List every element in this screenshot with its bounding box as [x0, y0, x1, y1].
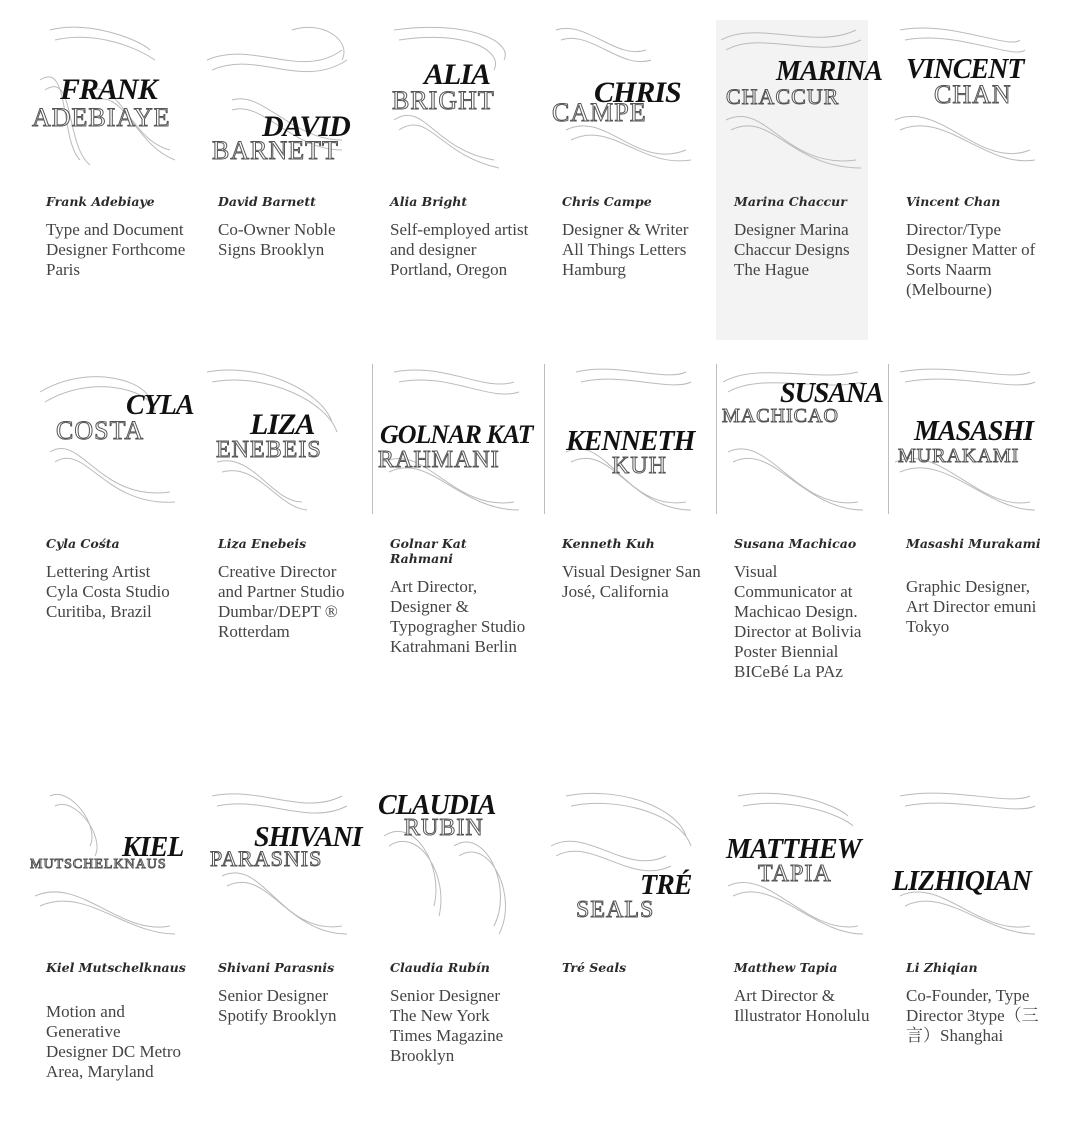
- speaker-description: Art Director & Illustrator Honolulu: [734, 986, 870, 1025]
- speaker-last-name: MURAKAMI: [898, 445, 1020, 467]
- speaker-last-name: RAHMANI: [378, 447, 500, 473]
- speaker-last-name: RUBIN: [404, 815, 484, 841]
- speaker-description: Director/Type Designer Matter of Sorts Naarm (Melbourne): [906, 220, 1036, 299]
- speaker-artwork: [890, 20, 1042, 170]
- speaker-description: Art Director, Designer & Typogragher Studio Katrahmani Berlin: [390, 577, 526, 656]
- speaker-name: Shivani Parasnis: [218, 960, 335, 975]
- speaker-first-name: TRÉ: [640, 870, 692, 901]
- speaker-first-name: FRANK: [60, 73, 157, 106]
- speaker-last-name: TAPIA: [758, 861, 832, 887]
- speaker-artwork: [202, 786, 362, 936]
- speaker-artwork: [718, 786, 870, 936]
- speaker-name: Masashi Murakami: [906, 536, 1041, 551]
- speaker-name: Golnar Kat Rahmani: [390, 536, 467, 566]
- speaker-name: Alia Bright: [390, 194, 468, 209]
- speaker-name: Susana Machicao: [734, 536, 857, 551]
- column-divider: [888, 364, 889, 514]
- speaker-first-name: CHRIS: [594, 76, 681, 109]
- speaker-name: Kiel Mutschelknaus: [46, 960, 186, 975]
- speaker-card-tre-seals[interactable]: [546, 786, 698, 1116]
- speaker-description: Co-Founder, Type Director 3type（三言）Shanghai: [906, 986, 1039, 1045]
- speaker-name: Vincent Chan: [906, 194, 1001, 209]
- speaker-description: Co-Owner Noble Signs Brooklyn: [218, 220, 336, 259]
- speaker-description: Designer & Writer All Things Letters Hamburg: [562, 220, 689, 279]
- speaker-last-name: CHAN: [934, 80, 1012, 109]
- speaker-first-name: KIEL: [122, 832, 184, 863]
- column-divider: [544, 364, 545, 514]
- speaker-artwork: [374, 20, 526, 170]
- speaker-name: Frank Adebiaye: [46, 194, 155, 209]
- speaker-description: Designer Marina Chaccur Designs The Hague: [734, 220, 850, 279]
- speaker-name: Tré Seals: [562, 960, 627, 975]
- speaker-description: Visual Communicator at Machicao Design. Director at Bolivia Poster Biennial BICeBé La PAz: [734, 562, 862, 681]
- speaker-name: Kenneth Kuh: [562, 536, 655, 551]
- speaker-description: Motion and Generative Designer DC Metro Area, Maryland: [46, 1002, 182, 1081]
- speaker-last-name: BARNETT: [212, 136, 339, 165]
- speaker-description: Senior Designer The New York Times Magazine Brooklyn: [390, 986, 504, 1065]
- speaker-artwork: [30, 362, 194, 512]
- speaker-first-name: MASASHI: [914, 416, 1034, 447]
- speaker-card-cyla-costa[interactable]: [30, 362, 194, 782]
- speaker-artwork: [202, 362, 354, 512]
- speaker-card-matthew-tapia[interactable]: [718, 786, 870, 1116]
- speaker-name: Claudia Rubín: [390, 960, 490, 975]
- speaker-card-vincent-chan[interactable]: [890, 20, 1042, 340]
- speaker-card-alia-bright[interactable]: [374, 20, 529, 340]
- speaker-last-name: BRIGHT: [392, 86, 495, 115]
- speaker-first-name: CLAUDIA: [378, 790, 496, 821]
- speaker-first-name: ALIA: [424, 58, 491, 91]
- speaker-artwork: [546, 20, 698, 170]
- speaker-last-name: ENEBEIS: [216, 437, 322, 463]
- speaker-first-name: SHIVANI: [254, 822, 362, 853]
- speaker-description: Type and Document Designer Forthcome Paris: [46, 220, 186, 279]
- speaker-first-name: MARINA: [776, 56, 883, 87]
- speaker-card-marina-chaccur[interactable]: [716, 20, 883, 340]
- speaker-name: Matthew Tapia: [734, 960, 838, 975]
- speaker-first-name: KENNETH: [566, 426, 695, 457]
- speaker-first-name: MATTHEW: [726, 834, 861, 865]
- speaker-description: Visual Designer San José, California: [562, 562, 701, 601]
- speaker-first-name: LIZHIQIAN: [892, 866, 1031, 897]
- speaker-last-name: PARASNIS: [210, 846, 323, 871]
- speaker-card-kiel-mutschelknaus[interactable]: [30, 786, 186, 1116]
- speaker-artwork: [718, 362, 883, 512]
- speaker-card-chris-campe[interactable]: [546, 20, 698, 340]
- speaker-artwork: [30, 786, 182, 936]
- speaker-description: Creative Director and Partner Studio Dumbar/DEPT ® Rotterdam: [218, 562, 345, 641]
- speaker-name: Liza Enebeis: [218, 536, 307, 551]
- speaker-card-li-zhiqian[interactable]: [890, 786, 1042, 1116]
- speaker-first-name: VINCENT: [906, 54, 1024, 85]
- speaker-card-golnar-kat-rahmani[interactable]: [374, 362, 533, 782]
- speaker-card-claudia-rubin[interactable]: [374, 786, 526, 1116]
- speaker-last-name: CHACCUR: [726, 84, 840, 109]
- speaker-last-name: COSTA: [56, 416, 145, 445]
- speaker-last-name: KUH: [612, 453, 667, 479]
- speaker-artwork: [546, 786, 698, 936]
- speaker-last-name: MUTSCHELKNAUS: [30, 857, 167, 872]
- speaker-last-name: SEALS: [576, 897, 655, 923]
- speaker-card-shivani-parasnis[interactable]: [202, 786, 362, 1116]
- speaker-card-frank-adebiaye[interactable]: [30, 20, 186, 340]
- speaker-card-david-barnett[interactable]: [202, 20, 354, 340]
- speaker-card-liza-enebeis[interactable]: [202, 362, 354, 782]
- speaker-name: Cyla Cośta: [46, 536, 120, 551]
- speaker-card-masashi-murakami[interactable]: [890, 362, 1042, 782]
- speaker-name: Marina Chaccur: [734, 194, 847, 209]
- column-divider: [372, 364, 373, 514]
- speaker-first-name: GOLNAR KAT: [380, 420, 533, 449]
- speaker-artwork: [546, 362, 698, 512]
- speaker-last-name: MACHICAO: [722, 405, 839, 427]
- speaker-first-name: DAVID: [262, 110, 350, 143]
- speaker-artwork: [716, 20, 883, 170]
- speaker-card-kenneth-kuh[interactable]: [546, 362, 701, 782]
- speaker-card-susana-machicao[interactable]: [718, 362, 883, 782]
- speaker-artwork: [374, 786, 526, 936]
- speaker-name: David Barnett: [218, 194, 316, 209]
- speaker-first-name: SUSANA: [780, 378, 883, 409]
- speaker-name: Chris Campe: [562, 194, 652, 209]
- speaker-first-name: LIZA: [250, 408, 315, 441]
- speaker-artwork: [374, 362, 533, 512]
- speaker-name: Li Zhiqian: [906, 960, 978, 975]
- column-divider: [716, 364, 717, 514]
- speaker-description: Senior Designer Spotify Brooklyn: [218, 986, 337, 1025]
- speaker-description: Lettering Artist Cyla Costa Studio Curitiba, Brazil: [46, 562, 170, 621]
- speaker-artwork: [30, 20, 182, 170]
- speaker-last-name: ADEBIAYE: [32, 103, 171, 132]
- speaker-description: Self-employed artist and designer Portland, Oregon: [390, 220, 529, 279]
- speaker-artwork: [890, 362, 1042, 512]
- speaker-first-name: CYLA: [126, 390, 194, 421]
- speaker-artwork: [890, 786, 1042, 936]
- speaker-last-name: CAMPE: [552, 98, 647, 127]
- speaker-artwork: [202, 20, 354, 170]
- speaker-description: Graphic Designer, Art Director emuni Tokyo: [906, 577, 1037, 636]
